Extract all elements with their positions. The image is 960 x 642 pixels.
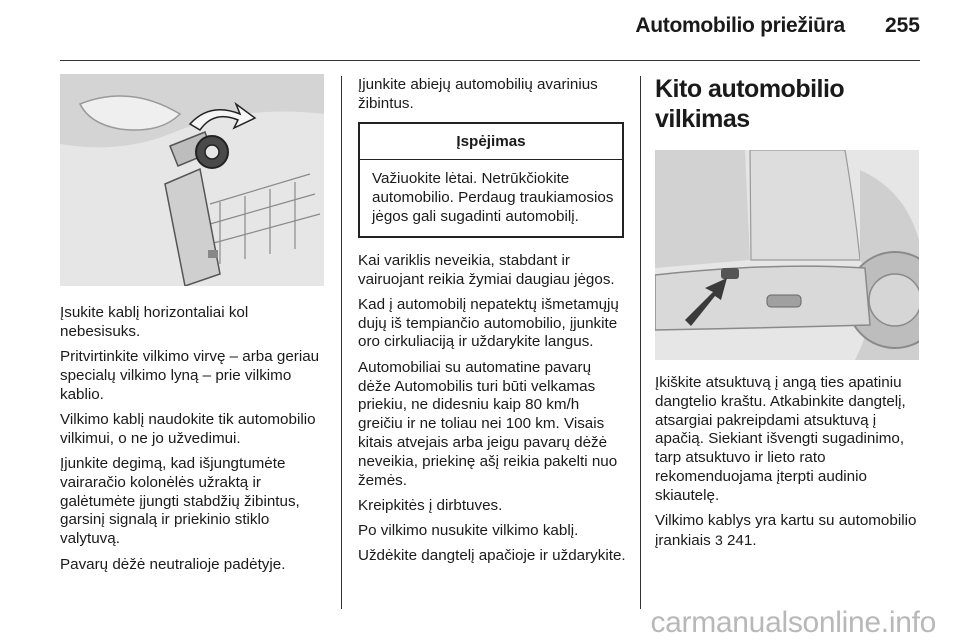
column-3: [655, 76, 925, 557]
rear-bumper-illustration: [655, 150, 919, 360]
paragraph: Po vilkimo nusukite vilkimo kablį.: [358, 522, 579, 540]
paragraph: Įsukite kablį horizontaliai kol nebesisuks.: [60, 304, 249, 340]
warning-box: [358, 122, 624, 238]
page-reference-link[interactable]: 241.: [726, 531, 757, 549]
warning-heading: Įspėjimas: [360, 124, 622, 161]
column-divider: [640, 76, 641, 609]
section-title: Kito automobilio vilkimas: [655, 75, 845, 133]
paragraph: Pavarų dėžė neutralioje padėtyje.: [60, 555, 286, 573]
paragraph: Uždėkite dangtelį apačioje ir uždarykite.: [358, 547, 626, 565]
column-1: [60, 74, 326, 581]
paragraph: Kad į automobilį nepatektų išmetamųjų dujų iš tempiančio automobilio, įjunkite oro cirkuliaciją ir uždarykite langus.: [358, 295, 619, 351]
paragraph-text: Vilkimo kablys yra kartu su automobilio įrankiais: [655, 512, 917, 549]
page-reference-icon: 3: [714, 531, 723, 548]
column-1-text: [60, 304, 326, 574]
page-header: [635, 14, 920, 44]
paragraph: Vilkimo kablį naudokite tik automobilio vilkimui, o ne jo užvedimui.: [60, 410, 316, 447]
header-rule: [60, 60, 920, 61]
paragraph: Įjunkite degimą, kad išjungtumėte vairaračio kolonėlės užraktą ir galėtumėte įjungti stabdžių žibintus, garsinį signalą ir priekinio stiklo valytuvą.: [60, 455, 300, 548]
paragraph: Įkiškite atsuktuvą į angą ties apatiniu dangtelio kraštu. Atkabinkite dangtelį, atsargiai pakreipdami atsuktuvą į apačią. Siekiant išvengti sugadinimo, tarp atsuktuvo ir lieto rato rekomenduojama įterpti audinio skiautelę.: [655, 374, 906, 504]
paragraph: Kai variklis neveikia, stabdant ir vairuojant reikia žymiai daugiau jėgos.: [358, 251, 615, 288]
column-divider: [341, 76, 342, 609]
page-number: 255: [884, 14, 920, 37]
watermark: carmanualsonline.info: [650, 606, 936, 639]
column-3-text: [655, 374, 925, 551]
tow-hook-illustration: [60, 74, 324, 286]
warning-body: Važiuokite lėtai. Netrūkčiokite automobilio. Perdaug traukiamosios jėgos gali sugadinti automobilį.: [372, 170, 614, 225]
paragraph: Pritvirtinkite vilkimo virvę – arba geriau specialų vilkimo lyną – prie vilkimo kablio.: [60, 348, 320, 403]
page-title: Automobilio priežiūra: [635, 14, 845, 37]
paragraph: Kreipkitės į dirbtuves.: [358, 496, 503, 514]
paragraph: [655, 512, 925, 551]
column-2: [358, 76, 626, 573]
paragraph: Automobiliai su automatine pavarų dėže Automobilis turi būti velkamas priekiu, ne didesniu kaip 80 km/h greičiu ir ne toliau nei 100 km. Visais kitais atvejais arba jeigu pavarų dėžė neveikia, priekinę ašį reikia pakelti nuo žemės.: [358, 358, 618, 489]
paragraph: Įjunkite abiejų automobilių avarinius žibintus.: [358, 76, 598, 112]
